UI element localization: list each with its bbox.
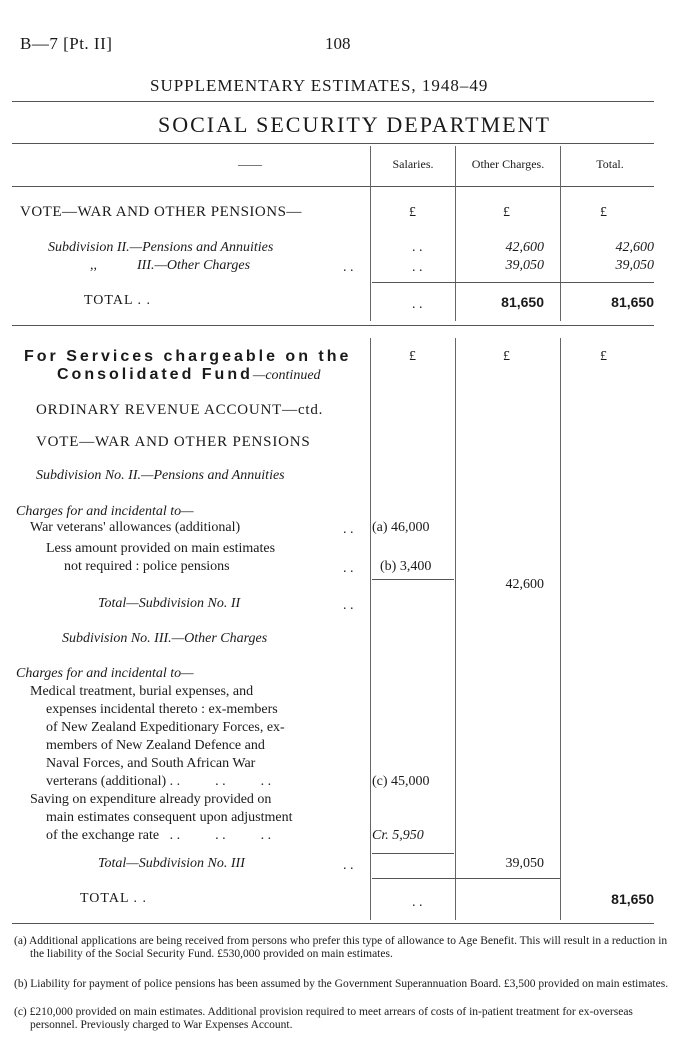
salaries-column-header: Salaries. [392, 157, 434, 171]
total-column-header: Total. [596, 157, 624, 171]
sub3-heading: Subdivision No. III.—Other Charges [62, 631, 268, 646]
summary-bottom-rule [12, 325, 654, 326]
detail-salaries-divider [370, 338, 371, 920]
summary-sub2-other: 42,600 [505, 240, 544, 255]
summary-total-other: 81,650 [501, 294, 544, 310]
medical-amount: (c) 45,000 [372, 774, 430, 789]
department-title: SOCIAL SECURITY DEPARTMENT [158, 112, 551, 137]
detail-total-currency: £ [600, 349, 607, 364]
war-veterans-dots: . . [343, 522, 354, 537]
medical-line-2: expenses incidental thereto : ex-members [46, 702, 278, 717]
footnote-c: (c) £210,000 provided on main estimates. Additional provision required to meet arrears of costs of in-patient treatment for ex-overseas personnel. Previously charged to War Expenses Account. [14, 1006, 633, 1031]
estimates-title: SUPPLEMENTARY ESTIMATES, 1948–49 [150, 76, 489, 95]
item-column-header: —— [238, 157, 262, 171]
total-sub3-label: Total—Subdivision No. III [98, 856, 245, 871]
less-amount-value: (b) 3,400 [380, 559, 432, 574]
document-code: B—7 [Pt. II] [20, 34, 113, 53]
salaries-column-divider [370, 146, 371, 321]
footnote-a: (a) Additional applications are being received from persons who prefer this type of allowance to Age Benefit. This will result in a reduction in the liability of the Social Security Fund. £530,000 provided on main estimates. [14, 935, 668, 960]
total-sub3-dots: . . [343, 858, 354, 873]
summary-sub2-label: Subdivision II.—Pensions and Annuities [48, 240, 274, 255]
sub2-other-value: 42,600 [505, 577, 544, 592]
title-rule [12, 101, 654, 102]
detail-total-value: 81,650 [611, 891, 654, 907]
summary-sub3-ditto: ,, [90, 258, 97, 273]
medical-line-6: verterans (additional) . . . . . . [46, 774, 272, 789]
summary-sub3-salaries-dots: . . [412, 260, 423, 275]
medical-line-1: Medical treatment, burial expenses, and [30, 684, 254, 699]
war-veterans-line: War veterans' allowances (additional) [30, 520, 241, 535]
summary-total-total: 81,650 [611, 294, 654, 310]
saving-amount: Cr. 5,950 [372, 828, 424, 843]
total-sub2-label: Total—Subdivision No. II [98, 596, 241, 611]
summary-total-salaries-dots: . . [412, 297, 423, 312]
sub3-salaries-rule [372, 853, 454, 854]
summary-vote-heading: VOTE—WAR AND OTHER PENSIONS— [20, 204, 302, 220]
summary-sub3-label: III.—Other Charges [137, 258, 251, 273]
detail-total-rule [372, 878, 560, 879]
detail-total-salaries-dots: . . [412, 895, 423, 910]
saving-line-1: Saving on expenditure already provided on [30, 792, 272, 807]
summary-total-label: TOTAL . . [84, 293, 151, 308]
charges-heading-sub2: Charges for and incidental to— [16, 504, 194, 519]
detail-vote-heading: VOTE—WAR AND OTHER PENSIONS [36, 434, 311, 450]
detail-total-divider [560, 338, 561, 920]
header-rule-top [12, 143, 654, 144]
saving-line-2: main estimates consequent upon adjustment [46, 810, 293, 825]
header-rule-bottom [12, 186, 654, 187]
summary-sub3-other: 39,050 [505, 258, 544, 273]
less-amount-dots: . . [343, 561, 354, 576]
less-amount-line1: Less amount provided on main estimates [46, 541, 276, 556]
summary-other-currency: £ [503, 205, 510, 220]
footnote-rule [12, 923, 654, 924]
summary-sub2-total: 42,600 [615, 240, 654, 255]
summary-salaries-currency: £ [409, 205, 416, 220]
summary-sub3-leader-dots: . . [343, 260, 354, 275]
other-charges-column-header: Other Charges. [471, 157, 545, 171]
summary-total-currency: £ [600, 205, 607, 220]
total-sub2-dots: . . [343, 598, 354, 613]
footnote-b: (b) Liability for payment of police pensions has been assumed by the Government Superannuation Board. £3,500 provided on main estimates. [14, 978, 669, 990]
continued-label: —continued [252, 368, 321, 383]
medical-line-5: Naval Forces, and South African War [46, 756, 256, 771]
detail-salaries-currency: £ [409, 349, 416, 364]
page-number: 108 [325, 34, 351, 53]
services-heading-line1: For Services chargeable on the [24, 348, 352, 365]
detail-other-currency: £ [503, 349, 510, 364]
detail-total-label: TOTAL . . [80, 891, 147, 906]
ordinary-revenue-heading: ORDINARY REVENUE ACCOUNT—ctd. [36, 402, 324, 418]
charges-heading-sub3: Charges for and incidental to— [16, 666, 194, 681]
total-column-divider [560, 146, 561, 321]
services-heading-line2: Consolidated Fund [57, 366, 253, 383]
medical-line-4: members of New Zealand Defence and [46, 738, 265, 753]
detail-other-divider [455, 338, 456, 920]
sub2-heading: Subdivision No. II.—Pensions and Annuities [36, 468, 285, 483]
medical-line-3: of New Zealand Expeditionary Forces, ex- [46, 720, 285, 735]
sub3-other-value: 39,050 [505, 856, 544, 871]
summary-sub2-salaries-dots: . . [412, 240, 423, 255]
less-amount-line2: not required : police pensions [64, 559, 230, 574]
saving-line-3: of the exchange rate . . . . . . [46, 828, 272, 843]
war-veterans-amount: (a) 46,000 [372, 520, 430, 535]
summary-sub3-total: 39,050 [615, 258, 654, 273]
summary-subtotal-rule [372, 282, 654, 283]
sub2-salaries-rule [372, 579, 454, 580]
